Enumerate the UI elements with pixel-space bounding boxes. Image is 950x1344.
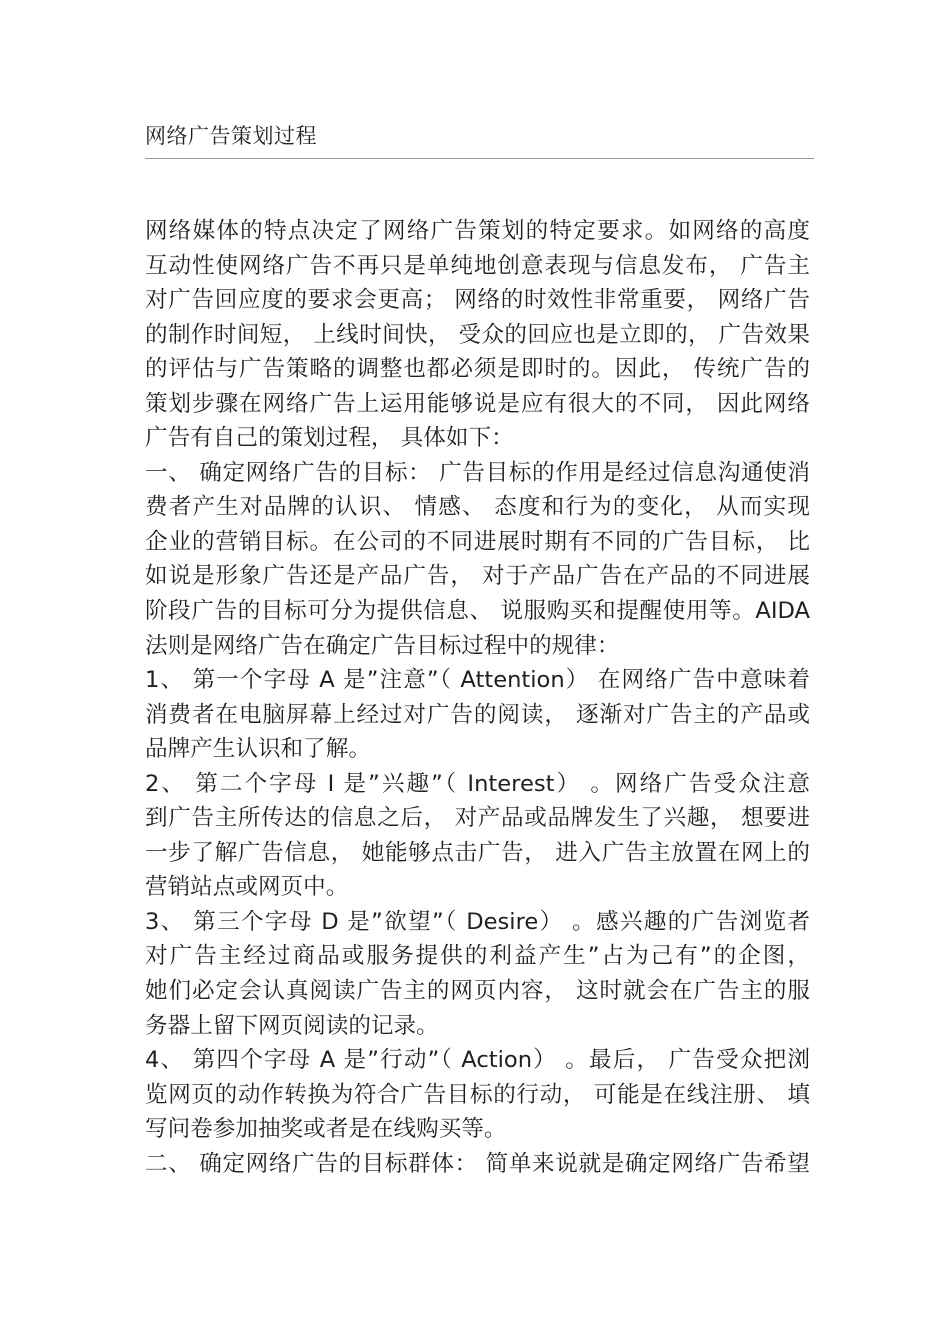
- text-line: 写问卷参加抽奖或者是在线购买等。: [145, 1116, 507, 1143]
- text-line: 企业的营销目标。在公司的不同进展时期有不同的广告目标， 比: [145, 528, 810, 555]
- text-line: 1、 第一个字母 A 是”注意”（ Attention） 在网络广告中意味着: [145, 667, 810, 694]
- text-line: 品牌产生认识和了解。: [145, 736, 371, 763]
- text-line: 她们必定会认真阅读广告主的网页内容， 这时就会在广告主的服: [145, 978, 810, 1005]
- text-line: 网络媒体的特点决定了网络广告策划的特定要求。如网络的高度: [145, 218, 810, 244]
- text-line: 到广告主所传达的信息之后， 对产品或品牌发生了兴趣， 想要进: [145, 805, 810, 832]
- text-line: 营销站点或网页中。: [145, 874, 349, 901]
- text-line: 广告有自己的策划过程， 具体如下：: [145, 425, 514, 452]
- text-line: 务器上留下网页阅读的记录。: [145, 1012, 439, 1039]
- document-title: 网络广告策划过程: [145, 124, 317, 148]
- text-line: 策划步骤在网络广告上运用能够说是应有很大的不同， 因此网络: [145, 390, 810, 417]
- text-line: 一、 确定网络广告的目标： 广告目标的作用是经过信息沟通使消: [145, 459, 810, 486]
- text-line: 的制作时间短， 上线时间快， 受众的回应也是立即的， 广告效果: [145, 321, 810, 348]
- text-line: 费者产生对品牌的认识、 情感、 态度和行为的变化， 从而实现: [145, 494, 810, 521]
- text-line: 互动性使网络广告不再只是单纯地创意表现与信息发布， 广告主: [145, 252, 810, 279]
- text-line: 消费者在电脑屏幕上经过对广告的阅读， 逐渐对广告主的产品或: [145, 701, 810, 728]
- text-line: 览网页的动作转换为符合广告目标的行动， 可能是在线注册、 填: [145, 1081, 810, 1108]
- text-line: 阶段广告的目标可分为提供信息、 说服购买和提醒使用等。AIDA: [145, 598, 810, 625]
- document-body: [145, 214, 810, 1181]
- text-line: 二、 确定网络广告的目标群体： 简单来说就是确定网络广告希望: [145, 1150, 810, 1177]
- text-line: 如说是形象广告还是产品广告， 对于产品广告在产品的不同进展: [145, 563, 810, 590]
- text-line: 的评估与广告策略的调整也都必须是即时的。因此， 传统广告的: [145, 356, 810, 383]
- text-line: 法则是网络广告在确定广告目标过程中的规律：: [145, 632, 620, 659]
- document-header: [145, 118, 814, 159]
- text-line: 对广告回应度的要求会更高； 网络的时效性非常重要， 网络广告: [145, 287, 810, 314]
- text-line: 3、 第三个字母 D 是”欲望”（ Desire） 。感兴趣的广告浏览者: [145, 908, 810, 935]
- text-line: 对广告主经过商品或服务提供的利益产生”占为己有”的企图，: [145, 943, 810, 970]
- text-line: 2、 第二个字母 I 是”兴趣”（ Interest） 。网络广告受众注意: [145, 770, 810, 797]
- text-line: 一步了解广告信息， 她能够点击广告， 进入广告主放置在网上的: [145, 839, 810, 866]
- text-line: 4、 第四个字母 A 是”行动”（ Action） 。最后， 广告受众把浏: [145, 1047, 810, 1074]
